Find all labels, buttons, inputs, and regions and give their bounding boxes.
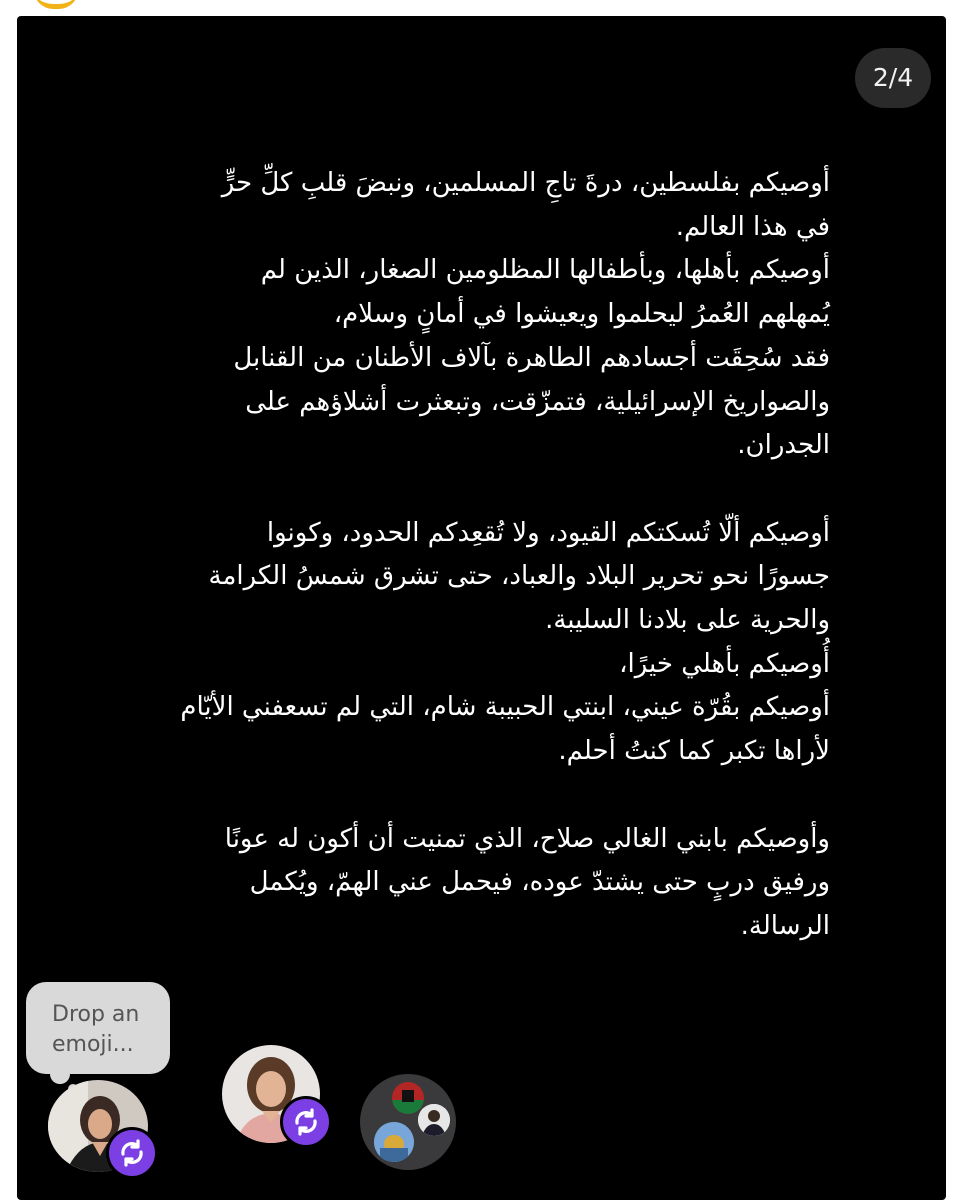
text-line: جسورًا نحو تحرير البلاد والعباد، حتى تشرق شمسُ الكرامة xyxy=(208,561,830,592)
text-line: أوصيكم ألّا تُسكتكم القيود، ولا تُقعِدكم الحدود، وكونوا xyxy=(266,517,830,548)
paragraph-gap xyxy=(110,774,830,818)
repost-icon xyxy=(109,1130,155,1176)
text-line: أوصيكم بفلسطين، درةَ تاجِ المسلمين، ونبضَ قلبِ كلِّ حرٍّ xyxy=(221,168,830,198)
repost-icon xyxy=(283,1099,329,1145)
emoji-prompt-line-2: emoji... xyxy=(52,1032,134,1057)
emoji-prompt-line-1: Drop an xyxy=(52,1002,140,1027)
repost-badge-2 xyxy=(280,1096,332,1148)
mini-avatar-dome xyxy=(374,1122,414,1162)
post-text xyxy=(110,162,830,949)
flag-avatar-image xyxy=(392,1082,424,1114)
text-line: الرسالة. xyxy=(740,910,830,941)
group-avatars[interactable] xyxy=(360,1074,456,1170)
text-line: فقد سُحِقَت أجسادهم الطاهرة بآلاف الأطنان من القنابل xyxy=(233,342,830,373)
text-line: أوصيكم بقُرّة عيني، ابنتي الحبيبة شام، التي لم تسعفني الأيّام xyxy=(180,692,830,723)
repost-badge-1 xyxy=(106,1127,158,1179)
text-line: والصواريخ الإسرائيلية، فتمزّقت، وتبعثرت أشلاؤهم على xyxy=(245,386,830,417)
thought-dot-large xyxy=(50,1064,70,1084)
page-counter: 2/4 xyxy=(855,48,931,108)
mini-avatar-flag xyxy=(392,1082,424,1114)
person-avatar-image xyxy=(418,1104,450,1136)
top-status-strip xyxy=(0,0,963,16)
top-accent-curve xyxy=(34,0,78,9)
text-line: أوصيكم بأهلها، وبأطفالها المظلومين الصغار، الذين لم xyxy=(260,255,830,286)
paragraph-gap xyxy=(110,468,830,512)
dome-avatar-image xyxy=(374,1122,414,1162)
mini-avatar-person xyxy=(418,1104,450,1136)
text-line: في هذا العالم. xyxy=(675,211,830,242)
text-line: والحرية على بلادنا السليبة. xyxy=(545,605,830,636)
text-line: الجدران. xyxy=(737,430,830,461)
text-line: لأراها تكبر كما كنتُ أحلم. xyxy=(558,736,830,767)
text-line: ورفيق دربٍ حتى يشتدّ عوده، فيحمل عني الهمّ، ويُكمل xyxy=(249,867,830,898)
text-line: يُمهلهم العُمرُ ليحلموا ويعيشوا في أمانٍ وسلام، xyxy=(333,299,830,330)
emoji-prompt-bubble[interactable] xyxy=(26,982,170,1074)
text-line: وأوصيكم بابني الغالي صلاح، الذي تمنيت أن أكون له عونًا xyxy=(224,823,830,854)
text-line: أُوصيكم بأهلي خيرًا، xyxy=(619,648,830,679)
